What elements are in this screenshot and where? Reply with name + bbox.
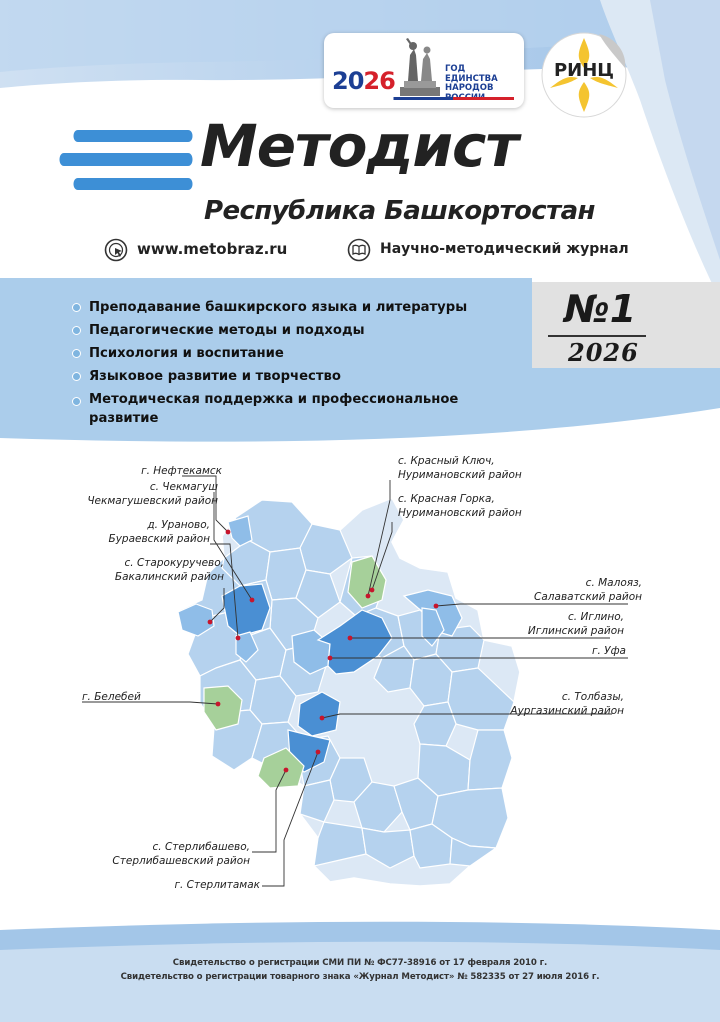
label-uranovo: д. Ураново, Бураевский район [108, 519, 210, 545]
label-belebey: г. Белебей [82, 691, 141, 703]
journal-type: Научно-методический журнал [380, 241, 629, 257]
label-sterlibashevo: с. Стерлибашево, Стерлибашевский район [112, 841, 250, 867]
issue-divider [548, 335, 646, 337]
label-krasnaya-gorka: с. Красная Горка, Нуримановский район [398, 493, 522, 519]
label-tolbazy: с. Толбазы, Аургазинский район [510, 691, 624, 717]
label-starokuruchevo: с. Старокуручево, Бакалинский район [114, 557, 224, 583]
journal-title: Методист [200, 112, 518, 180]
journal-subtitle: Республика Башкортостан [204, 196, 595, 226]
label-sterlitamak: г. Стерлитамак [174, 879, 260, 891]
bullet-icon [72, 326, 81, 335]
rinc-label: РИНЦ [553, 60, 615, 81]
book-icon [347, 238, 371, 262]
website-link[interactable]: www.metobraz.ru [137, 240, 288, 258]
topic-item: Психология и воспитание [72, 342, 502, 365]
issue-year: 2026 [568, 338, 639, 367]
topic-item: Педагогические методы и подходы [72, 319, 502, 342]
web-cursor-icon [104, 238, 128, 262]
bullet-icon [72, 372, 81, 381]
monument-icon [394, 37, 444, 99]
rinc-badge [537, 28, 631, 122]
badge-text: ГОД ЕДИНСТВА НАРОДОВ [445, 64, 498, 93]
label-chekmagush: с. Чекмагуш Чекмагушевский район [87, 481, 218, 507]
topic-item: Преподавание башкирского языка и литературы [72, 296, 502, 319]
label-iglino: с. Иглино, Иглинский район [527, 611, 624, 637]
topic-item: Методическая поддержка и профессиональное развитие [72, 390, 502, 428]
issue-number: №1 [564, 287, 637, 331]
badge-year: 2026 [332, 67, 395, 95]
bullet-icon [72, 349, 81, 358]
logo-lines-icon [56, 128, 196, 192]
flag-stripe [334, 97, 514, 100]
label-neftekamsk: г. Нефтекамск [141, 465, 222, 477]
year-of-unity-badge [324, 33, 524, 108]
topic-item: Языковое развитие и творчество [72, 365, 502, 388]
registration-info: Свидетельство о регистрации СМИ ПИ № ФС77-38916 от 17 февраля 2010 г. Свидетельство о регистрации товарного знака «Журнал Методист» № 582335 от 27 июля 2016 г. [120, 958, 600, 982]
label-krasny-klyuch: с. Красный Ключ, Нуримановский район [398, 455, 522, 481]
topics-list [72, 296, 502, 428]
label-maloyaz: с. Малояз, Салаватский район [534, 577, 642, 603]
bullet-icon [72, 303, 81, 312]
label-ufa: г. Уфа [591, 645, 626, 657]
bullet-icon [72, 397, 81, 406]
